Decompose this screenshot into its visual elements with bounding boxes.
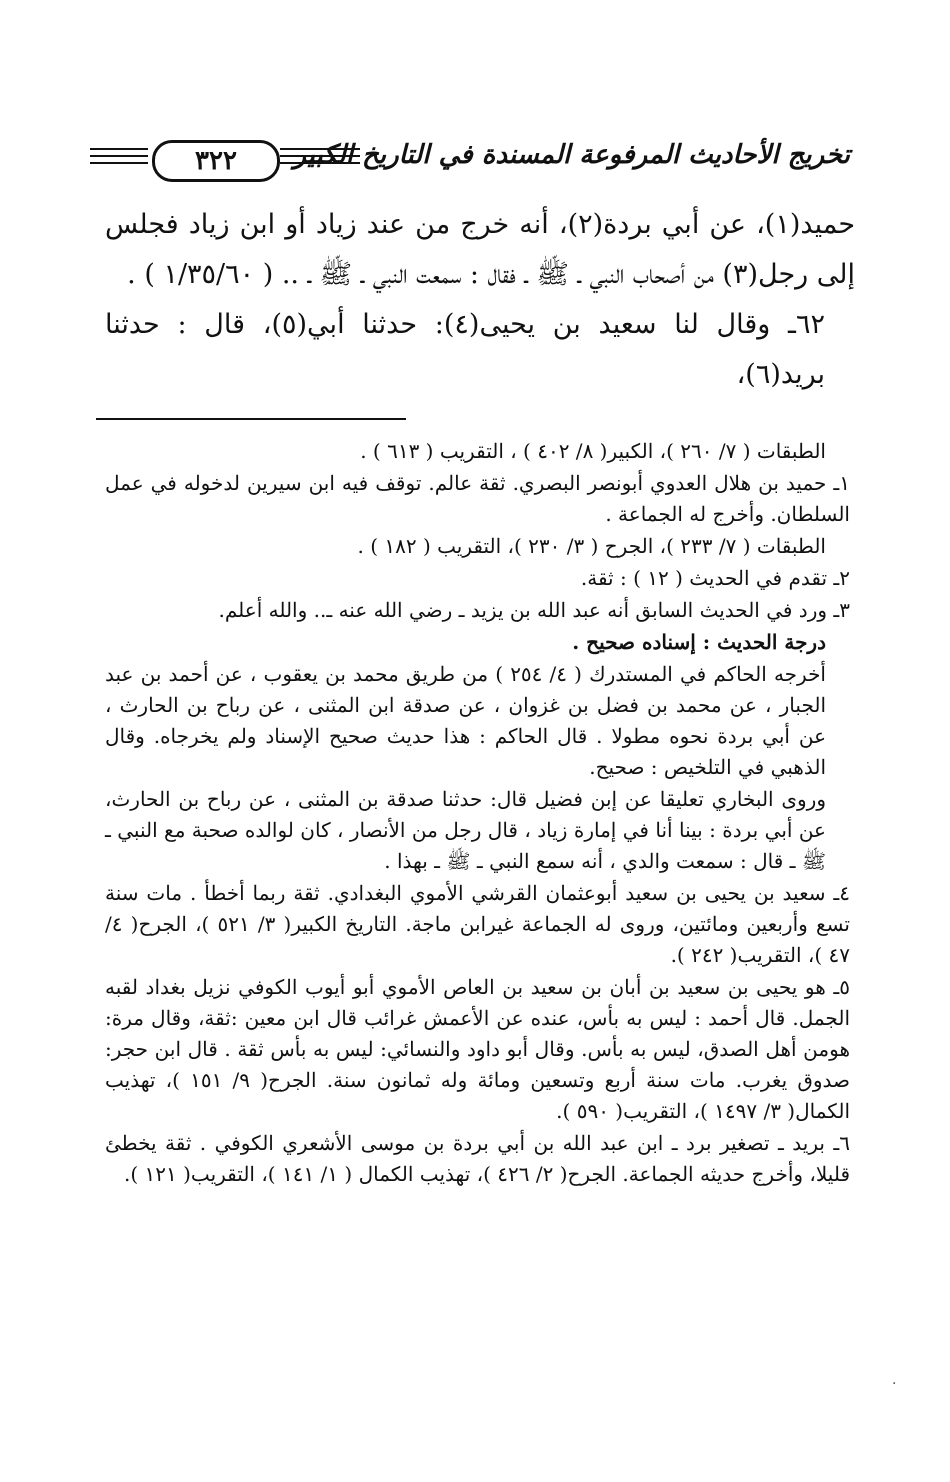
main-paragraph-2: ٦٢ـ وقال لنا سعيد بن يحيى(٤): حدثنا أبي(٥)، قال : حدثنا بريد(٦)،: [105, 309, 825, 390]
footnote-line: ٤ـ سعيد بن يحيى بن سعيد أبوعثمان القرشي الأموي البغدادي. ثقة ربما أخطأ . مات سنة تسع وأربعين ومائتين، وروى له الجماعة غيرابن ماجة. التاريخ الكبير( ٣/ ٥٢١ )، الجرح( ٤/ ٤٧ )، التقريب( ٢٤٢ ).: [105, 881, 850, 967]
footnote-line: ٥ـ هو يحيى بن سعيد بن أبان بن سعيد بن العاص الأموي أبو أيوب الكوفي نزيل بغداد لقبه الجمل. قال أحمد : ليس به بأس، عنده عن الأعمش غرائب قال ابن معين :ثقة، وقال مرة: هومن أهل الصدق، ليس به بأس. وقال أبو داود والنسائي: ليس به بأس ثقة . قال ابن حجر: صدوق يغرب. مات سنة أربع وتسعين ومائة وله ثمانون سنة. الجرح( ٩/ ١٥١ )، تهذيب الكمال( ٣/ ١٤٩٧ )، التقريب( ٥٩٠ ).: [105, 975, 850, 1123]
page-number-cartouche: [152, 140, 280, 182]
main-paragraph-1: حميد(١)، عن أبي بردة(٢)، أنه خرج من عند زياد أو ابن زياد فجلس إلى رجل(٣) من أصحاب النبي ـ ﷺ ـ فقال : سمعت النبي ـ ﷺ ـ .. ( ١/٣٥/٦٠ ) .: [105, 209, 856, 290]
running-header: [90, 138, 850, 182]
running-title: تخريج الأحاديث المرفوعة المسندة في التاريخ الكبير: [293, 140, 850, 170]
footnote-line: ١ـ حميد بن هلال العدوي أبونصر البصري. ثقة عالم. توقف فيه ابن سيرين لدخوله في عمل السلطان. وأخرج له الجماعة .: [105, 471, 851, 526]
scan-mark: ·: [892, 1376, 897, 1392]
footnote-line: الطبقات ( ٧/ ٢٦٠ )، الكبير( ٨/ ٤٠٢ ) ، التقريب ( ٦١٣ ) .: [360, 439, 826, 463]
header-rule-left: [90, 148, 148, 170]
footnote-line: وروى البخاري تعليقا عن إبن فضيل قال: حدثنا صدقة بن المثنى ، عن رباح بن الحارث، عن أبي بردة : بينا أنا في إمارة زياد ، قال رجل من الأنصار ، كان لوالده صحبة مع النبي ـ ﷺ ـ قال : سمعت والدي ، أنه سمع النبي ـ ﷺ ـ بهذا .: [105, 787, 826, 873]
footnote-line: الطبقات ( ٧/ ٢٣٣ )، الجرح ( ٣/ ٢٣٠ )، التقريب ( ١٨٢ ) .: [357, 534, 826, 558]
footnote-line: ٣ـ ورد في الحديث السابق أنه عبد الله بن يزيد ـ رضي الله عنه ـ.. والله أعلم.: [218, 598, 850, 622]
footnote-line: درجة الحديث : إسناده صحيح .: [572, 630, 826, 654]
footnote-line: ٢ـ تقدم في الحديث ( ١٢ ) : ثقة.: [580, 566, 850, 590]
main-text: [105, 200, 855, 400]
footnote-line: أخرجه الحاكم في المستدرك ( ٤/ ٢٥٤ ) من طريق محمد بن يعقوب ، عن أحمد بن عبد الجبار ، عن محمد بن فضل بن غزوان ، عن صدقة ابن المثنى ، عن رباح بن الحارث ، عن أبي بردة نحوه مطولا . قال الحاكم : هذا حديث صحيح الإسناد ولم يخرجاه. وقال الذهبي في التلخيص : صحيح.: [105, 662, 826, 779]
page-number: ٣٢٢: [195, 146, 237, 176]
footnote-separator: [96, 418, 406, 420]
footnote-line: ٦ـ بريد ـ تصغير برد ـ ابن عبد الله بن أبي بردة بن موسى الأشعري الكوفي . ثقة يخطئ قليلا، وأخرج حديثه الجماعة. الجرح( ٢/ ٤٢٦ )، تهذيب الكمال ( ١/ ١٤١ )، التقريب( ١٢١ ).: [105, 1131, 850, 1186]
footnotes: [105, 436, 850, 1191]
